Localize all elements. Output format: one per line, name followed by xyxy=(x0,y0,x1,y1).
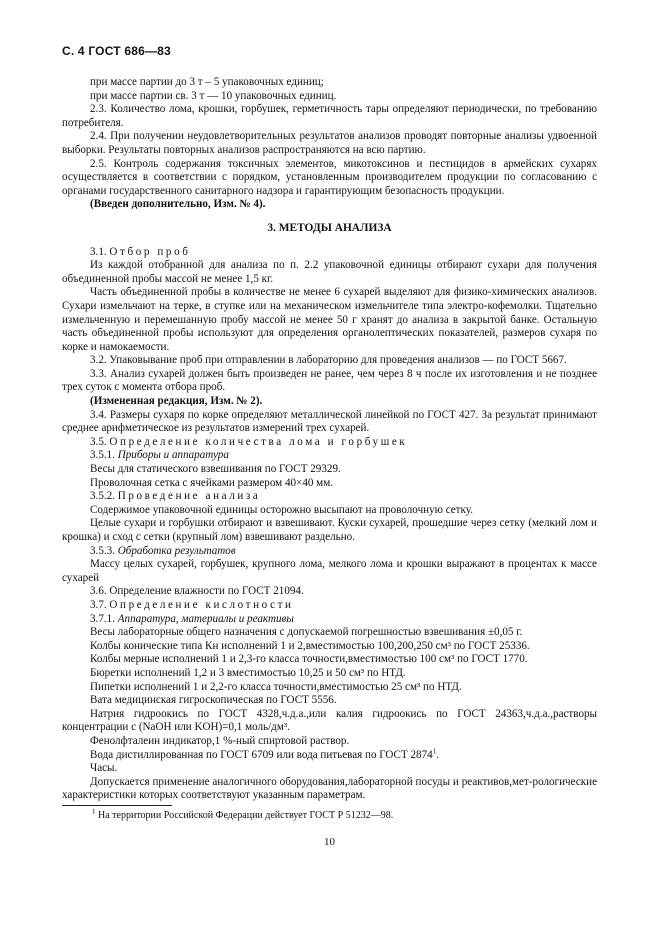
document-body xyxy=(62,76,597,803)
clause-title: Отбор проб xyxy=(109,245,191,258)
list-item: Вата медицинская гигроскопическая по ГОСТ 5556. xyxy=(90,694,337,707)
footnote xyxy=(92,807,592,822)
list-item: Колбы мерные исполнений 1 и 2,3-го класса точности,вместимостью 100 см³ по ГОСТ 1770. xyxy=(90,653,528,666)
paragraph: Допускается применение аналогичного оборудования,лабораторной посуды и реактивов,мет-рологические характеристики которых соответствуют указанным параметрам. xyxy=(62,775,597,802)
subsection-3-7 xyxy=(62,599,597,613)
clause-number: 3.5.2. xyxy=(90,490,115,503)
list-item: Колбы конические типа Кн исполнений 1 и 2,вместимостью 100,200,250 см³ по ГОСТ 25336. xyxy=(90,639,530,652)
list-item: Фенолфталеин индикатор,1 %-ный спиртовой раствор. xyxy=(90,734,350,747)
paragraph-2-3: 2.3. Количество лома, крошки, горбушек, герметичность тары определяют периодически, по требованию потребителя. xyxy=(62,103,597,129)
paragraph: Массу целых сухарей, горбушек, крупного лома, мелкого лома и крошки выражают в процентах к массе сухарей xyxy=(62,558,597,584)
page-number: 10 xyxy=(324,836,335,848)
clause-title: Проведение анализа xyxy=(117,490,261,503)
clause-number: 3.1. xyxy=(90,245,107,258)
paragraph-3-2: 3.2. Упаковывание проб при отправлении в лабораторию для проведения анализов — по ГОСТ 5667. xyxy=(90,354,567,367)
subsection-3-5-1 xyxy=(62,449,597,463)
section-title: 3. МЕТОДЫ АНАЛИЗА xyxy=(267,221,392,234)
clause-number: 3.5.1. xyxy=(90,449,115,462)
subsection-3-1 xyxy=(62,246,597,260)
clause-number: 3.5. xyxy=(90,435,107,448)
paragraph: при массе партии св. 3 т — 10 упаковочных единиц. xyxy=(90,89,337,102)
list-item: Натрия гидроокись по ГОСТ 4328,ч.д.а.,или калия гидроокись по ГОСТ 24363,ч.д.а.,растворы концентрации с (NaOH или KOH)=0,1 моль/дм³. xyxy=(62,707,597,734)
list-item: Часы. xyxy=(90,762,118,775)
footnote-mark: 1 xyxy=(92,807,96,816)
footnote-divider xyxy=(62,805,172,806)
clause-number: 3.5.3. xyxy=(90,544,115,557)
clause-number: 3.7. xyxy=(90,598,107,611)
paragraph-3-6: 3.6. Определение влажности по ГОСТ 21094. xyxy=(90,585,304,598)
clause-title: Обработка результатов xyxy=(117,544,236,557)
list-item: Весы лабораторные общего назначения с допускаемой погрешностью взвешивания ±0,05 г. xyxy=(90,626,523,639)
subsection-3-5-3 xyxy=(62,545,597,559)
paragraph: Из каждой отобранной для анализа по п. 2.2 упаковочной единицы отбирают сухари для получения объединенной пробы массой не менее 1,5 кг. xyxy=(62,259,597,285)
paragraph-2-5: 2.5. Контроль содержания токсичных элементов, микотоксинов и пестицидов в армейских сухарях осуществляется в соответствии с порядком, установленным производителем продукции по согласованию с органами государственного санитарного надзора и гарантирующим безопасность продукции. xyxy=(62,157,597,197)
list-item xyxy=(62,746,597,763)
clause-number: 3.7.1. xyxy=(90,612,115,625)
paragraph: при массе партии до 3 т – 5 упаковочных единиц; xyxy=(90,76,324,88)
clause-title: Приборы и аппаратура xyxy=(117,449,229,462)
list-item-text: Вода дистиллированная по ГОСТ 6709 или вода питьевая по ГОСТ 2874 xyxy=(90,748,433,761)
clause-title: Определение количества лома и горбушек xyxy=(109,435,408,448)
subsection-3-7-1 xyxy=(62,613,597,627)
list-item-end: . xyxy=(436,748,439,761)
page-header: С. 4 ГОСТ 686—83 xyxy=(62,44,171,58)
subsection-3-5 xyxy=(62,436,597,450)
clause-title: Аппаратура, материалы и реактивы xyxy=(117,612,294,625)
list-item: Пипетки исполнений 1 и 2,2-го класса точности,вместимостью 25 см³ по НТД. xyxy=(90,680,462,693)
document-page xyxy=(62,0,597,936)
subsection-3-5-2 xyxy=(62,490,597,504)
paragraph: Часть объединенной пробы в количестве не менее 6 сухарей выделяют для физико-химических анализов. Сухари измельчают на терке, в ступке или на механическом измельчителе типа электро-кофемолки. Тщательно измельченную и перемешанную пробу массой не менее 50 г хранят до анализа в закрытой банке. Остальную часть объединенной пробы используют для определения органолептических показателей, размеров сухаря по корке и намокаемости. xyxy=(62,286,597,353)
paragraph-3-3: 3.3. Анализ сухарей должен быть произведен не ранее, чем через 8 ч после их изготовления и не позднее трех суток с момента отбора проб. xyxy=(62,367,597,394)
amendment-note: (Введен дополнительно, Изм. № 4). xyxy=(90,198,266,211)
paragraph: Целые сухари и горбушки отбирают и взвешивают. Куски сухарей, прошедшие через сетку (мелкий лом и крошка) и сход с сетки (крупный лом) взвешивают раздельно. xyxy=(62,517,597,543)
paragraph: Содержимое упаковочной единицы осторожно высыпают на проволочную сетку. xyxy=(90,503,473,516)
paragraph-2-4: 2.4. При получении неудовлетворительных результатов анализов проводят повторные анализы удвоенной выборки. Результаты повторных анализов распространяются на всю партию. xyxy=(62,130,597,156)
clause-title: Определение кислотности xyxy=(109,598,294,611)
paragraph: Проволочная сетка с ячейками размером 40×40 мм. xyxy=(90,476,333,489)
paragraph-3-4: 3.4. Размеры сухаря по корке определяют металлической линейкой по ГОСТ 427. За результат принимают среднее арифметическое из результатов измерений трех сухарей. xyxy=(62,408,597,435)
footnote-text: На территории Российской Федерации действует ГОСТ Р 51232—98. xyxy=(98,810,394,821)
list-item: Бюретки исполнений 1,2 и 3 вместимостью 10,25 и 50 см³ по НТД. xyxy=(90,666,406,679)
paragraph: Весы для статического взвешивания по ГОСТ 29329. xyxy=(90,463,341,476)
footnote-ref: 1 xyxy=(432,746,437,755)
amendment-note: (Измененная редакция, Изм. № 2). xyxy=(90,395,263,408)
